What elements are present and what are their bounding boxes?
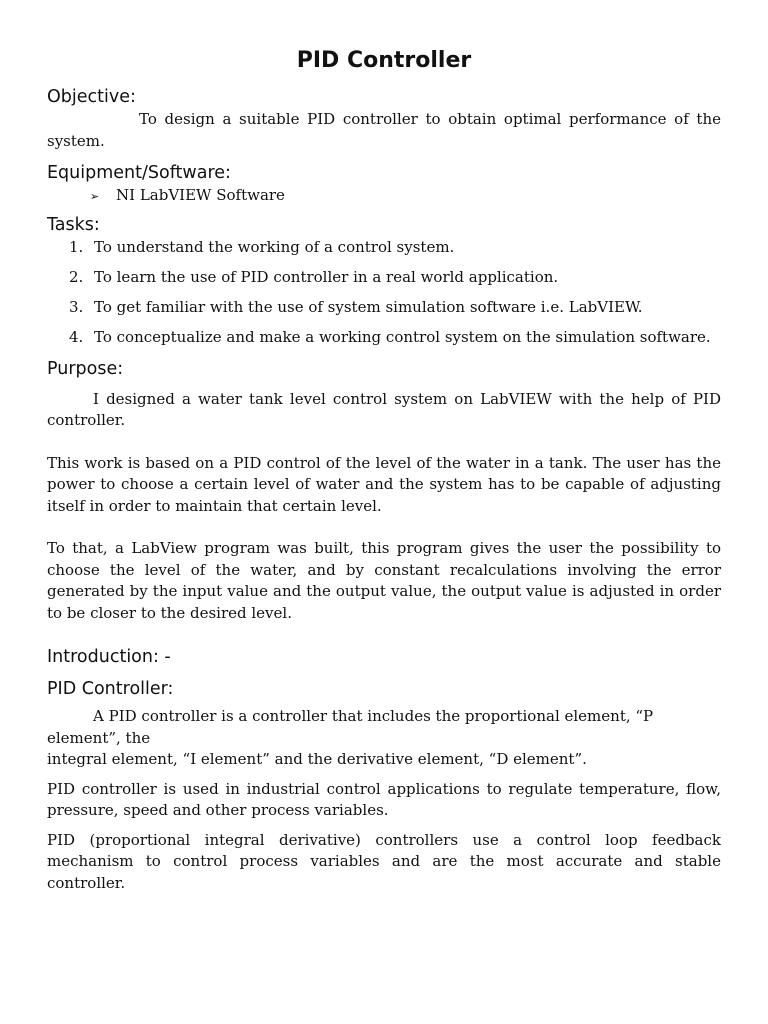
task-text: To understand the working of a control system. (94, 237, 455, 256)
equipment-item-text: NI LabVIEW Software (116, 186, 285, 204)
purpose-heading: Purpose: (47, 358, 124, 379)
pid-paragraph-line: integral element, “I element” and the derivative element, “D element”. (47, 750, 587, 768)
pid-paragraph-line: A PID controller is a controller that includes the proportional element, “P element”, the (47, 707, 654, 747)
task-number: 4. (69, 327, 84, 346)
pid-paragraph: PID controller is used in industrial control applications to regulate temperature, flow, pressure, speed and other process variables. (47, 779, 721, 819)
pid-controller-heading: PID Controller: (47, 679, 174, 699)
task-number: 2. (69, 267, 84, 286)
task-text: To get familiar with the use of system simulation software i.e. LabVIEW. (94, 297, 643, 316)
task-number: 1. (69, 237, 84, 256)
task-text: To conceptualize and make a working control system on the simulation software. (94, 327, 711, 346)
equipment-item (90, 185, 721, 208)
objective-heading: Objective: (47, 87, 136, 107)
task-item (69, 237, 721, 259)
task-text: To learn the use of PID controller in a real world application. (94, 267, 559, 286)
pid-paragraph: PID (proportional integral derivative) controllers use a control loop feedback mechanism to control process variables and are the most accurate and stable controller. (47, 830, 721, 892)
purpose-paragraph: I designed a water tank level control system on LabVIEW with the help of PID controller. (47, 389, 721, 429)
tasks-list (47, 237, 721, 349)
task-number: 3. (69, 297, 84, 316)
tasks-heading: Tasks: (47, 214, 100, 235)
page-title: PID Controller (296, 48, 472, 73)
task-item (69, 327, 721, 349)
arrow-bullet-icon: ➢ (90, 190, 100, 203)
purpose-paragraph: This work is based on a PID control of the level of the water in a tank. The user has the power to choose a certain level of water and the system has to be capable of adjusting itself in order to maintain that certain level. (47, 453, 721, 515)
equipment-list (47, 185, 721, 208)
purpose-paragraph: To that, a LabView program was built, this program gives the user the possibility to choose the level of the water, and by constant recalculations involving the error generated by the input value and the output value, the output value is adjusted in order to be closer to the desired level. (47, 539, 721, 622)
task-item (69, 267, 721, 289)
introduction-heading: Introduction: - (47, 647, 171, 667)
equipment-heading: Equipment/Software: (47, 163, 231, 183)
task-item (69, 297, 721, 319)
objective-text: To design a suitable PID controller to obtain optimal performance of the system. (47, 110, 721, 150)
